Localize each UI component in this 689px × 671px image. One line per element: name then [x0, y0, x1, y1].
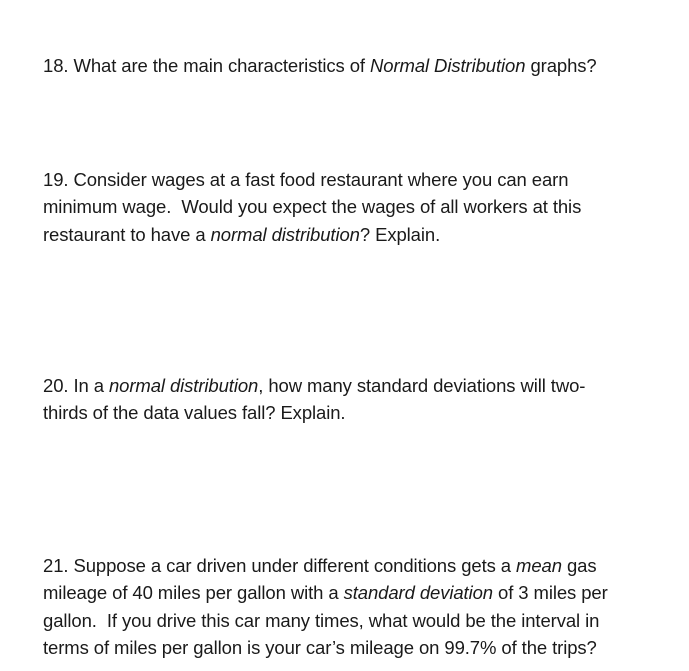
italic-term: standard deviation — [343, 582, 493, 604]
question-text: Suppose a car driven under different conditions gets a — [73, 555, 517, 576]
question-text: What are the main characteristics of — [73, 55, 370, 76]
question-line — [43, 607, 653, 634]
italic-term: normal distribution — [210, 223, 360, 245]
question-line — [43, 634, 653, 661]
question-text: , how many standard deviations will two- — [258, 375, 586, 396]
question-text: of 3 miles per — [492, 582, 608, 604]
question-line — [43, 166, 653, 193]
question-number: 21. — [43, 555, 69, 576]
question-line — [43, 193, 653, 220]
question-line — [43, 221, 653, 248]
question-line — [43, 52, 653, 79]
question-text: thirds of the data values fall? Explain. — [43, 402, 346, 424]
question-text: mileage of 40 miles per gallon with a — [43, 582, 344, 604]
question-text: minimum wage. Would you expect the wages of all workers at this — [43, 196, 582, 218]
question-19 — [43, 166, 653, 248]
italic-term: normal distribution — [108, 375, 259, 396]
question-text: graphs? — [525, 55, 597, 76]
question-number: 18. — [43, 55, 69, 76]
italic-term: Normal Distribution — [370, 55, 526, 76]
question-text: Consider wages at a fast food restaurant where you can earn — [73, 169, 569, 190]
question-line — [43, 579, 653, 606]
question-number: 19. — [43, 169, 69, 190]
question-text: gas — [561, 555, 597, 576]
question-text: gallon. If you drive this car many times, what would be the interval in — [43, 609, 600, 631]
question-text: terms of miles per gallon is your car’s mileage on 99.7% of the trips? — [43, 637, 597, 659]
question-line — [43, 399, 653, 426]
question-18 — [43, 52, 653, 79]
question-line — [43, 552, 653, 579]
question-text: ? Explain. — [359, 223, 441, 245]
question-21 — [43, 552, 653, 662]
italic-term: mean — [516, 555, 562, 576]
question-text: restaurant to have a — [43, 223, 211, 245]
question-text: In a — [73, 375, 109, 396]
question-20 — [43, 372, 653, 427]
question-number: 20. — [43, 375, 69, 396]
question-line — [43, 372, 653, 399]
